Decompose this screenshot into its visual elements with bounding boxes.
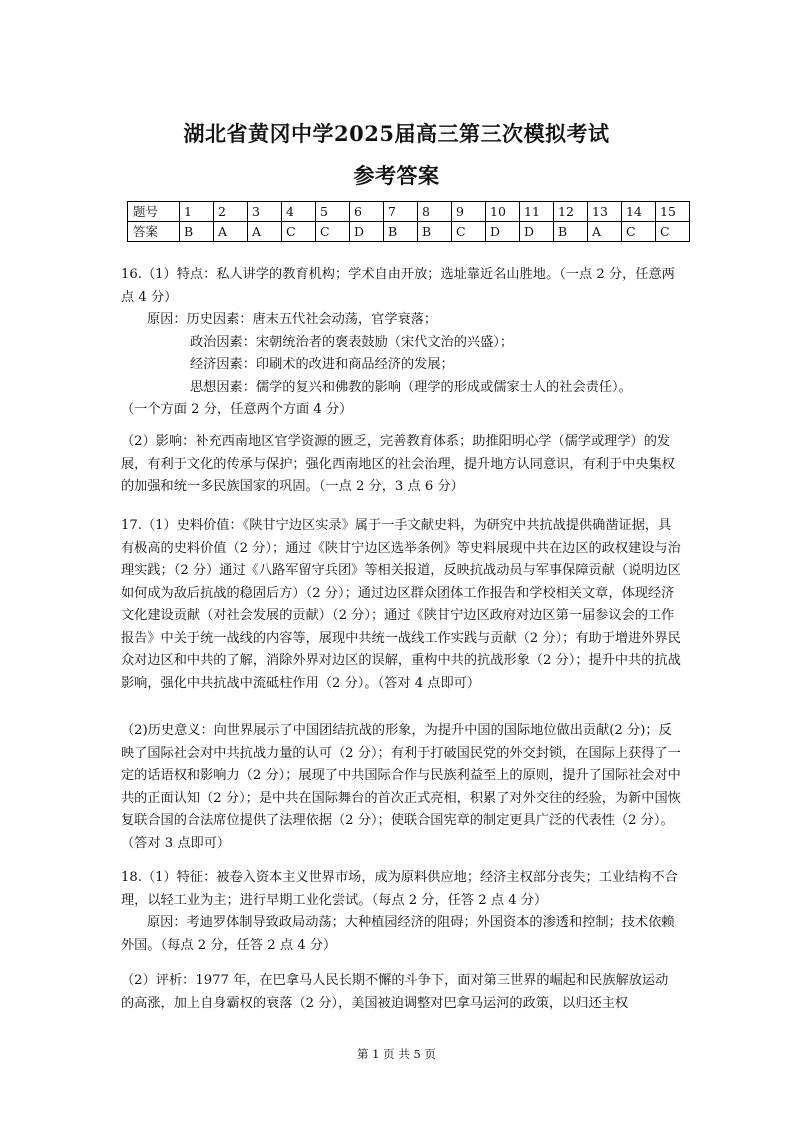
q16-part1-features: 16.（1）特点：私人讲学的教育机构；学术自由开放；选址靠近名山胜地。（一点 2 分，任意两点 4 分） — [121, 267, 675, 305]
q16-part2-impact: （2）影响：补充西南地区官学资源的匮乏，完善教育体系；助推阳明心学（儒学或理学）的发展，有利于文化的传承与保护；强化西南地区的社会治理，提升地方认同意识，有利于中央集权的加强和统一多民族国家的巩固。（一点 2 分，3 点 6 分） — [121, 434, 675, 494]
question-number-cell: 11 — [520, 202, 554, 222]
question-number-cell: 15 — [656, 202, 690, 222]
question-number-cell: 1 — [180, 202, 214, 222]
page-footer: 第 1 页 共 5 页 — [357, 1047, 436, 1061]
page-title: 湖北省黄冈中学2025届高三第三次模拟考试 — [183, 121, 610, 146]
q16-reason-thought: 思想因素：儒学的复兴和佛教的影响（理学的形成或儒家士人的社会责任）。 — [190, 379, 632, 395]
answer-cell: D — [520, 222, 554, 242]
question-number-cell: 8 — [418, 202, 452, 222]
answer-cell: D — [350, 222, 384, 242]
question-number-cell: 9 — [452, 202, 486, 222]
answer-cell: C — [656, 222, 690, 242]
q18-part1-block — [121, 867, 681, 957]
question-number-cell: 12 — [554, 202, 588, 222]
q18-part1-reasons: 原因：考迪罗体制导致政局动荡；大种植园经济的阻碍；外国资本的渗透和控制；技术依赖外国。（每点 2 分，任答 2 点 4 分） — [121, 915, 675, 953]
question-number-cell: 7 — [384, 202, 418, 222]
q17-part2-significance: （2)历史意义：向世界展示了中国团结抗战的形象，为提升中国的国际地位做出贡献(2 分)；反映了国际社会对中共抗战力量的认可（2 分）；有利于打破国民党的外交封锁，在国际上获得了一定的话语权和影响力（2 分）；展现了中共国际合作与民族利益至上的原则，提升了国际社会对中共的正面认知（2 分）；是中共在国际舞台的首次正式亮相，积累了对外交往的经验，为新中国恢复联合国的合法席位提供了法理依据（2 分）；使联合国宪章的制定更具广泛的代表性（2 分）。（答对 3 点即可） — [121, 723, 681, 851]
answer-cell: B — [554, 222, 588, 242]
question-number-cell: 5 — [316, 202, 350, 222]
answer-table-row-label: 答案 — [128, 222, 180, 242]
q16-reason-score: （一个方面 2 分，任意两个方面 4 分） — [121, 402, 353, 417]
q17-part1-value: 17.（1）史料价值：《陕甘宁边区实录》属于一手文献史料，为研究中共抗战提供确凿证据，具有极高的史料价值（2 分）；通过《陕甘宁边区选举条例》等史料展现中共在边区的政权建设与治理实践；（2 分）通过《八路军留守兵团》等相关报道，反映抗战动员与军事保障贡献（说明边区如何成为敌后抗战的稳固后方）（2 分）；通过边区群众团体工作报告和学校相关文章，体现经济文化建设贡献（对社会发展的贡献）（2 分）；通过《陕甘宁边区政府对边区第一届参议会的工作报告》中关于统一战线的内容等，展现中共统一战线工作实践与贡献（2 分）；有助于增进外界民众对边区和中共的了解，消除外界对边区的误解，重构中共的抗战形象（2 分）；提升中共的抗战影响，强化中共抗战中流砥柱作用（2 分）。（答对 4 点即可） — [121, 518, 681, 691]
question-number-cell: 13 — [588, 202, 622, 222]
question-number-cell: 14 — [622, 202, 656, 222]
answer-cell: B — [180, 222, 214, 242]
q18-part1-features: 18.（1）特征：被卷入资本主义世界市场，成为原料供应地；经济主权部分丧失；工业结构不合理，以轻工业为主；进行早期工业化尝试。（每点 2 分，任答 2 点 4 分） — [121, 870, 678, 908]
question-number-cell: 2 — [214, 202, 248, 222]
q18-part2-block — [121, 970, 681, 1015]
answer-cell: C — [316, 222, 350, 242]
q18-part2-analysis: （2）评析：1977 年，在巴拿马人民长期不懈的斗争下，面对第三世界的崛起和民族解放运动的高涨，加上自身霸权的衰落（2 分），美国被迫调整对巴拿马运河的政策，以归还主权 — [121, 973, 669, 1011]
answer-cell: A — [214, 222, 248, 242]
q16-reason-political: 政治因素：宋朝统治者的褒表鼓励（宋代文治的兴盛）； — [190, 334, 514, 350]
q16-reason-historical: 原因：历史因素：唐末五代社会动荡，官学衰落； — [147, 312, 438, 327]
page-subtitle: 参考答案 — [353, 163, 440, 188]
answer-cell: B — [418, 222, 452, 242]
q17-part1-block — [121, 515, 681, 695]
q17-part2-block — [121, 720, 681, 855]
question-number-cell: 6 — [350, 202, 384, 222]
answer-cell: C — [622, 222, 656, 242]
q16-part1-block — [121, 264, 681, 422]
question-number-cell: 10 — [486, 202, 520, 222]
answer-cell: A — [588, 222, 622, 242]
q16-part2-block — [121, 431, 681, 499]
answer-cell: B — [384, 222, 418, 242]
answer-table-answer-row — [128, 222, 690, 242]
answer-cell: C — [282, 222, 316, 242]
answer-table — [127, 201, 690, 242]
question-number-cell: 3 — [248, 202, 282, 222]
question-number-cell: 4 — [282, 202, 316, 222]
answer-table-row-label: 题号 — [128, 202, 180, 222]
answer-cell: A — [248, 222, 282, 242]
answer-cell: C — [452, 222, 486, 242]
answer-cell: D — [486, 222, 520, 242]
answer-table-number-row — [128, 202, 690, 222]
q16-reason-economic: 经济因素：印刷术的改进和商品经济的发展； — [190, 357, 454, 372]
